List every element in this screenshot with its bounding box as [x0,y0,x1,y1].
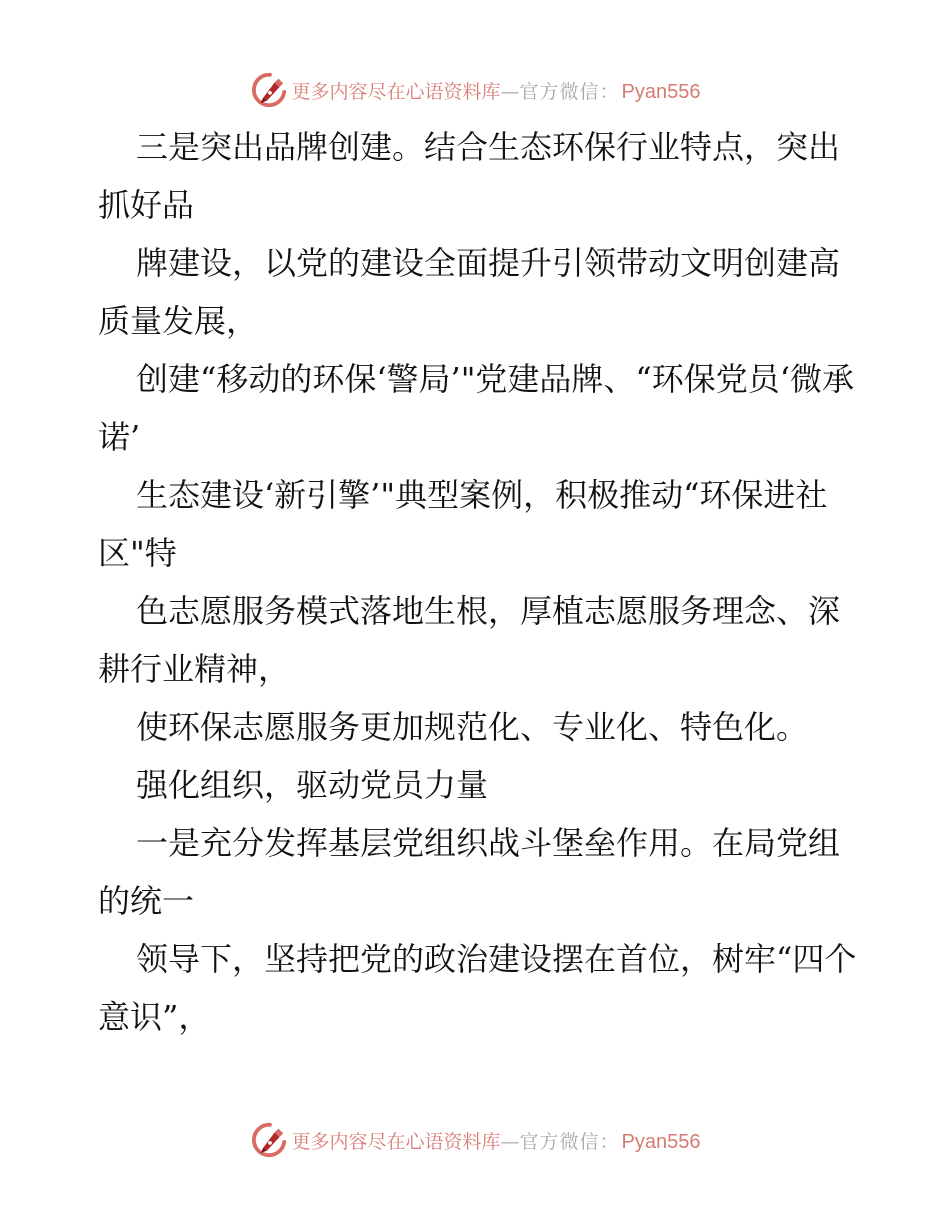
footer-banner-text [292,1127,701,1154]
pen-nib-logo-icon [250,71,288,109]
header-banner-inner [250,71,701,109]
paragraph: 使环保志愿服务更加规范化、专业化、特色化。 [136,708,809,746]
paragraph: 一是充分发挥基层党组织战斗堡垒作用。在局党组的统一 [98,824,841,920]
paragraph: 领导下，坚持把党的政治建设摆在首位，树牢“四个意识”， [98,940,857,1036]
paragraph: 创建“移动的环保‘警局’"党建品牌、“环保党员‘微承诺’ [98,360,854,456]
section-heading: 强化组织，驱动党员力量 [136,766,489,804]
pen-nib-logo-icon [250,1121,288,1159]
footer-banner [0,1118,950,1162]
footer-wechat-id: Pyan556 [621,1130,701,1153]
paragraph: 三是突出品牌创建。结合生态环保行业特点，突出抓好品 [98,128,841,224]
header-wechat-id: Pyan556 [621,80,701,103]
header-banner-text [292,77,701,104]
footer-brand-text: 更多内容尽在心语资料库 [291,1130,501,1153]
footer-separator: — [500,1130,520,1153]
header-wechat-label: 官方微信： [519,80,620,103]
header-separator: — [500,80,520,103]
paragraph: 色志愿服务模式落地生根，厚植志愿服务理念、深耕行业精神， [98,592,841,688]
document-body [98,118,858,1046]
paragraph: 生态建设‘新引擎’"典型案例，积极推动“环保进社区"特 [98,476,828,572]
header-brand-text: 更多内容尽在心语资料库 [291,80,501,103]
footer-wechat-label: 官方微信： [519,1130,620,1153]
paragraph: 牌建设，以党的建设全面提升引领带动文明创建高质量发展， [98,244,841,340]
footer-banner-inner [250,1121,701,1159]
header-banner [0,68,950,112]
